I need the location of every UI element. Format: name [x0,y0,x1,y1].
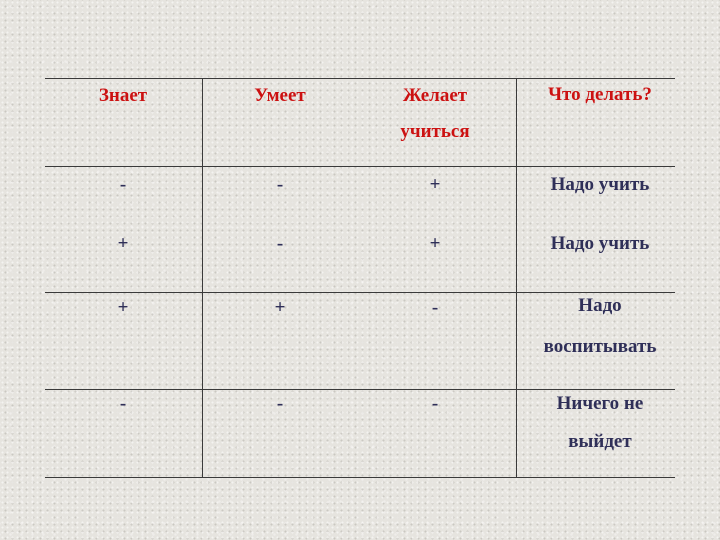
cell-action: Надо учить [550,174,650,195]
cell-wants: - [431,297,439,318]
header-wants-line1: Желает [402,85,468,106]
cell-wants: + [429,233,441,254]
cell-action-line1: Надо [578,295,622,316]
table-bottom-border [45,477,675,478]
column-divider [202,78,203,478]
cell-wants: - [431,393,439,414]
cell-can: - [276,233,284,254]
header-knows: Знает [98,85,148,106]
cell-knows: + [117,297,129,318]
cell-action-line1: Ничего не [556,393,644,414]
cell-knows: - [119,393,127,414]
column-divider [516,78,517,478]
cell-action: Надо учить [550,233,650,254]
header-what-to-do: Что делать? [548,84,652,105]
cell-wants: + [429,174,441,195]
cell-action-line2: воспитывать [543,336,657,357]
cell-knows: + [117,233,129,254]
cell-knows: - [119,174,127,195]
header-wants-line2: учиться [400,121,470,142]
cell-can: - [276,174,284,195]
cell-action-line2: выйдет [568,431,632,452]
criteria-table [45,78,675,478]
header-can: Умеет [254,85,306,106]
cell-can: - [276,393,284,414]
cell-can: + [274,297,286,318]
